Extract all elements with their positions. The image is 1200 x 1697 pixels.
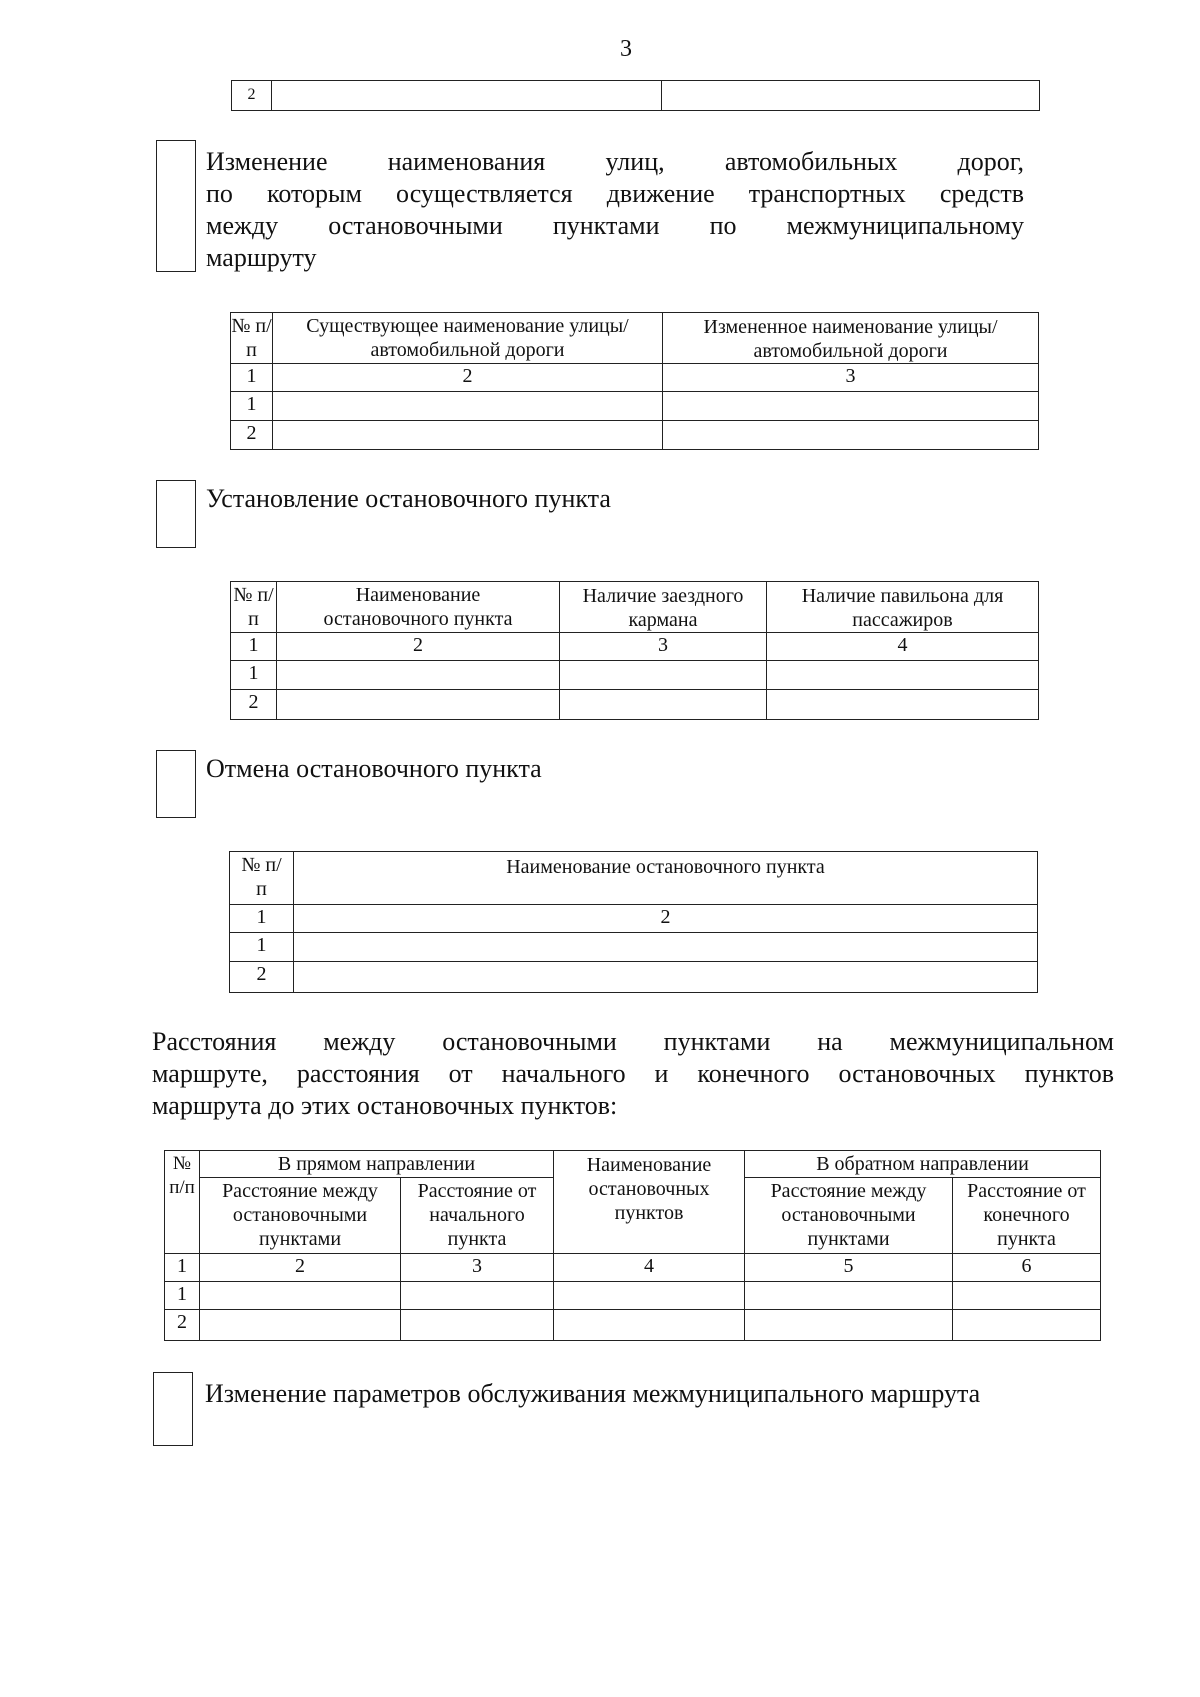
empty-cell[interactable]: [200, 1310, 401, 1341]
empty-cell[interactable]: [745, 1310, 953, 1341]
empty-cell[interactable]: [401, 1282, 554, 1310]
page-number: 3: [620, 36, 632, 62]
distances-description: Расстояния между остановочными пунктами на межмуниципальном маршруте, расстояния от начального и конечного остановочных пунктов маршрута до этих остановочных пунктов:: [152, 1027, 1114, 1120]
col-number: 2: [294, 905, 1038, 933]
distances-table: [164, 1150, 1101, 1341]
section1-title: Изменение наименования улиц, автомобильных дорог, по которым осуществляется движение транспортных средств между остановочными пунктами по межмуниципальному маршруту: [206, 147, 1024, 272]
empty-cell[interactable]: [200, 1282, 401, 1310]
empty-cell[interactable]: [767, 661, 1039, 690]
empty-cell[interactable]: [554, 1310, 745, 1341]
header-existing-name: Существующее наименование улицы/автомобильной дороги: [273, 313, 663, 364]
empty-cell[interactable]: [560, 690, 767, 720]
table-row: [165, 1282, 1101, 1310]
section2-checkbox[interactable]: [156, 480, 196, 548]
row-number: 2: [231, 421, 273, 450]
empty-cell[interactable]: [560, 661, 767, 690]
col-number: 2: [277, 633, 560, 661]
header-reverse: В обратном направлении: [745, 1151, 1101, 1178]
header-number: № п/п: [231, 313, 273, 364]
section3-checkbox[interactable]: [156, 750, 196, 818]
header-forward-between: Расстояние между остановочными пунктами: [200, 1178, 401, 1254]
empty-cell[interactable]: [401, 1310, 554, 1341]
empty-cell: [272, 81, 662, 111]
stop-cancel-table: [229, 851, 1038, 993]
empty-cell[interactable]: [953, 1310, 1101, 1341]
header-number: № п/п: [165, 1151, 200, 1254]
table-row: [165, 1310, 1101, 1341]
table-row: [231, 392, 1039, 421]
header-bay: Наличие заездного кармана: [560, 582, 767, 633]
header-stop-name: Наименование остановочного пункта: [294, 852, 1038, 905]
col-number: 3: [560, 633, 767, 661]
col-number: 1: [230, 905, 294, 933]
header-forward-from-start: Расстояние от начального пункта: [401, 1178, 554, 1254]
header-stops: Наименование остановочных пунктов: [554, 1151, 745, 1254]
col-number: 3: [401, 1254, 554, 1282]
table-row: [230, 962, 1038, 993]
header-reverse-from-end: Расстояние от конечного пункта: [953, 1178, 1101, 1254]
row-number: 1: [230, 933, 294, 962]
section2-title: Установление остановочного пункта: [206, 484, 611, 513]
table-row: [231, 421, 1039, 450]
top-table-continuation: [231, 80, 1040, 111]
empty-cell[interactable]: [277, 661, 560, 690]
section5-checkbox[interactable]: [153, 1372, 193, 1446]
header-new-name: Измененное наименование улицы/автомобильной дороги: [663, 313, 1039, 364]
empty-cell: [662, 81, 1040, 111]
col-number: 2: [200, 1254, 401, 1282]
stop-establish-table: [230, 581, 1039, 720]
empty-cell[interactable]: [663, 421, 1039, 450]
header-number: № п/п: [230, 852, 294, 905]
col-number: 5: [745, 1254, 953, 1282]
col-number: 6: [953, 1254, 1101, 1282]
row-number: 2: [165, 1310, 200, 1341]
table-row: [231, 690, 1039, 720]
row-number-cell: 2: [232, 81, 272, 111]
section1-checkbox[interactable]: [156, 140, 196, 272]
table-row: [230, 933, 1038, 962]
col-number: 1: [231, 364, 273, 392]
header-number: № п/п: [231, 582, 277, 633]
col-number: 2: [273, 364, 663, 392]
empty-cell[interactable]: [294, 962, 1038, 993]
row-number: 2: [231, 690, 277, 720]
empty-cell[interactable]: [953, 1282, 1101, 1310]
header-reverse-between: Расстояние между остановочными пунктами: [745, 1178, 953, 1254]
row-number: 1: [231, 661, 277, 690]
empty-cell[interactable]: [277, 690, 560, 720]
col-number: 4: [554, 1254, 745, 1282]
empty-cell[interactable]: [554, 1282, 745, 1310]
col-number: 3: [663, 364, 1039, 392]
empty-cell[interactable]: [273, 421, 663, 450]
empty-cell[interactable]: [767, 690, 1039, 720]
header-forward: В прямом направлении: [200, 1151, 554, 1178]
row-number: 1: [231, 392, 273, 421]
empty-cell[interactable]: [294, 933, 1038, 962]
empty-cell[interactable]: [663, 392, 1039, 421]
header-stop-name: Наименование остановочного пункта: [277, 582, 560, 633]
col-number: 1: [165, 1254, 200, 1282]
section3-title: Отмена остановочного пункта: [206, 754, 542, 783]
header-pavilion: Наличие павильона для пассажиров: [767, 582, 1039, 633]
table-row: [231, 661, 1039, 690]
empty-cell[interactable]: [745, 1282, 953, 1310]
row-number: 2: [230, 962, 294, 993]
col-number: 1: [231, 633, 277, 661]
col-number: 4: [767, 633, 1039, 661]
section5-title: Изменение параметров обслуживания межмуниципального маршрута: [205, 1379, 981, 1408]
empty-cell[interactable]: [273, 392, 663, 421]
street-rename-table: [230, 312, 1039, 450]
row-number: 1: [165, 1282, 200, 1310]
